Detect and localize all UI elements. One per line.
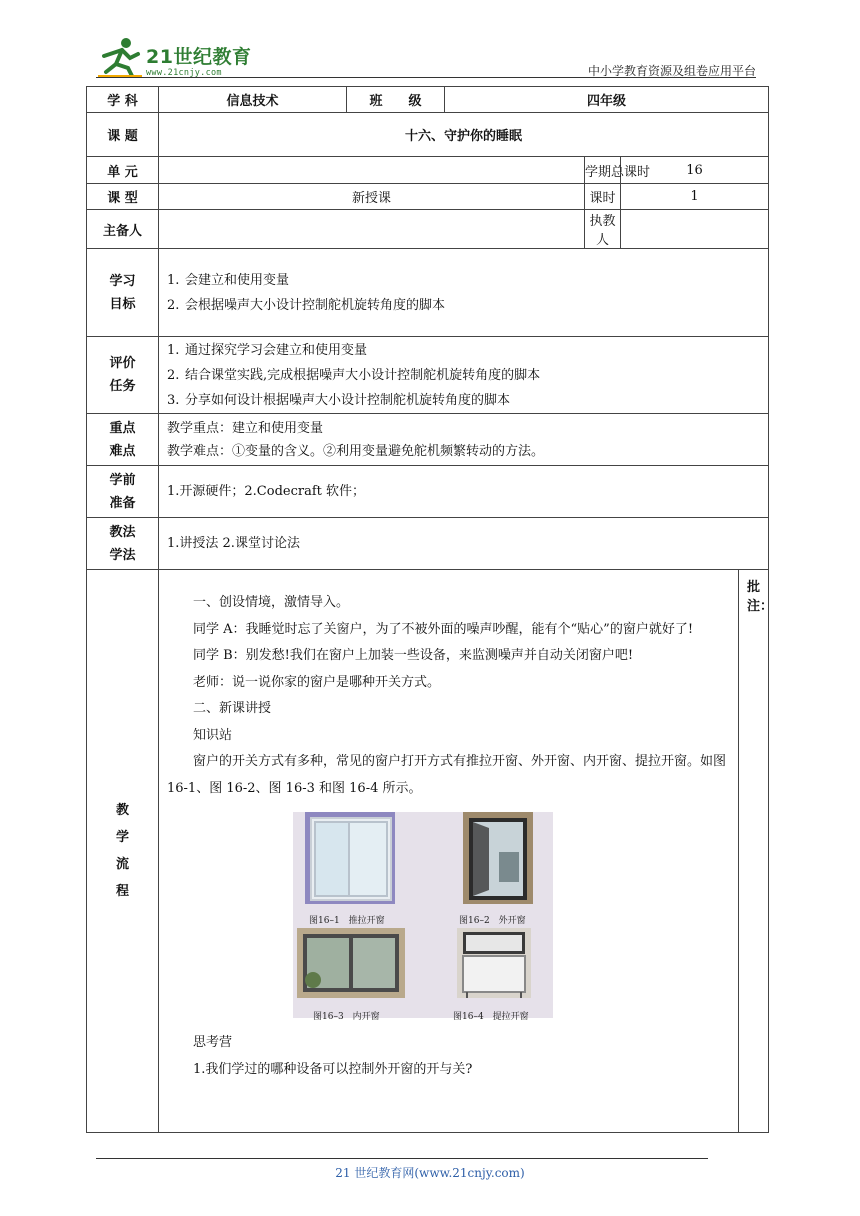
teacher-label: 执教人 xyxy=(585,210,621,249)
hours-value: 1 xyxy=(621,184,769,210)
process-label-char: 教 xyxy=(115,803,129,818)
evaluation-label-line-1: 评价 xyxy=(109,356,136,371)
header-divider xyxy=(96,77,756,78)
figure-caption: 图16–2 外开窗 xyxy=(459,916,526,926)
paragraph: 知识站 xyxy=(193,727,233,743)
paragraph: 一、创设情境，激情导入。 xyxy=(193,595,350,610)
preparation-row xyxy=(87,466,769,518)
paragraph: 1.我们学过的哪种设备可以控制外开窗的开与关? xyxy=(193,1061,473,1077)
process-label-char: 流 xyxy=(115,857,129,872)
key-points-label xyxy=(87,414,159,466)
class-label: 班 级 xyxy=(347,87,445,113)
process-content xyxy=(159,570,739,1133)
methods-content: 1.讲授法 2.课堂讨论法 xyxy=(159,518,769,570)
paragraph: 思考营 xyxy=(193,1035,233,1050)
preparer-row xyxy=(87,210,769,249)
list-item: 2. 结合课堂实践,完成根据噪声大小设计控制舵机旋转角度的脚本 xyxy=(167,367,541,383)
type-value: 新授课 xyxy=(159,184,585,210)
paragraph: 同学 B：别发愁!我们在窗户上加装一些设备，来监测噪声并自动关闭窗户吧! xyxy=(193,648,634,663)
process-label-char: 程 xyxy=(115,884,129,899)
casement-window-photo xyxy=(463,812,533,904)
list-item: 2. 会根据噪声大小设计控制舵机旋转角度的脚本 xyxy=(167,297,446,313)
key-points-row xyxy=(87,414,769,466)
unit-value xyxy=(159,157,585,184)
type-label: 课 型 xyxy=(87,184,159,210)
methods-label-line-2: 学法 xyxy=(109,547,136,563)
key-points-label-line-2: 难点 xyxy=(109,443,136,459)
key-points-content xyxy=(159,414,769,466)
methods-row xyxy=(87,518,769,570)
platform-name: 中小学教育资源及组卷应用平台 xyxy=(587,64,756,78)
objectives-label-line-1: 学习 xyxy=(109,273,136,289)
topic-row xyxy=(87,113,769,157)
site-logo[interactable] xyxy=(96,36,266,78)
logo-url: www.21cnjy.com xyxy=(146,68,222,78)
annotation-label: 批 注： xyxy=(747,580,774,614)
inward-window-photo xyxy=(297,928,405,998)
subject-row xyxy=(87,87,769,113)
unit-label: 单 元 xyxy=(87,157,159,184)
list-item: 1. 会建立和使用变量 xyxy=(167,272,290,288)
type-row xyxy=(87,184,769,210)
logo-text: 21世纪教育 xyxy=(146,46,252,68)
key-point-line: 教学重点：建立和使用变量 xyxy=(167,420,324,436)
objectives-row xyxy=(87,249,769,337)
teacher-value xyxy=(621,210,769,249)
evaluation-label xyxy=(87,337,159,414)
evaluation-label-line-2: 任务 xyxy=(109,379,136,394)
window-types-figure xyxy=(293,812,553,1022)
list-item: 1. 通过探究学习会建立和使用变量 xyxy=(167,342,368,358)
evaluation-list xyxy=(159,337,769,414)
subject-label: 学 科 xyxy=(87,87,159,113)
evaluation-row xyxy=(87,337,769,414)
objectives-label xyxy=(87,249,159,337)
total-hours-value: 16 xyxy=(621,157,769,184)
figure-caption: 图16–4 提拉开窗 xyxy=(453,1012,529,1022)
paragraph: 二、新课讲授 xyxy=(193,701,272,716)
preparation-label-line-2: 准备 xyxy=(109,495,136,511)
preparation-label xyxy=(87,466,159,518)
difficulty-line: 教学难点：①变量的含义。②利用变量避免舵机频繁转动的方法。 xyxy=(167,443,545,459)
page-footer[interactable]: 21 世纪教育网(www.21cnjy.com) xyxy=(335,1166,525,1180)
paragraph: 同学 A：我睡觉时忘了关窗户，为了不被外面的噪声吵醒，能有个“贴心”的窗户就好了! xyxy=(193,621,694,637)
methods-label xyxy=(87,518,159,570)
lifting-window-photo xyxy=(457,928,531,998)
paragraph: 窗户的开关方式有多种，常见的窗户打开方式有推拉开窗、外开窗、内开窗、提拉开窗。如图 16-1、图 16-2、图 16-3 和图 16-4 所示。 xyxy=(167,754,727,796)
process-label-char: 学 xyxy=(115,830,129,845)
runner-logo-icon xyxy=(96,36,144,78)
figure-caption: 图16–3 内开窗 xyxy=(313,1012,380,1022)
annotation-column xyxy=(739,570,774,1133)
lesson-plan-table xyxy=(86,86,774,1133)
preparer-value xyxy=(159,210,585,249)
unit-row xyxy=(87,157,769,184)
page-header xyxy=(96,30,756,78)
paragraph: 老师：说一说你家的窗户是哪种开关方式。 xyxy=(193,674,441,690)
preparer-label: 主备人 xyxy=(87,210,159,249)
class-value: 四年级 xyxy=(445,87,769,113)
topic-value: 十六、守护你的睡眠 xyxy=(159,113,769,157)
total-hours-label: 学期总课时 xyxy=(585,157,621,184)
objectives-list xyxy=(159,249,769,337)
subject-value: 信息技术 xyxy=(159,87,347,113)
sliding-window-photo xyxy=(305,812,395,904)
objectives-label-line-2: 目标 xyxy=(109,296,136,312)
key-points-label-line-1: 重点 xyxy=(109,420,136,436)
process-label xyxy=(87,570,159,1133)
methods-label-line-1: 教法 xyxy=(109,524,136,540)
hours-label: 课时 xyxy=(585,184,621,210)
preparation-label-line-1: 学前 xyxy=(109,472,136,488)
topic-label: 课 题 xyxy=(87,113,159,157)
process-row xyxy=(87,570,769,1133)
list-item: 3. 分享如何设计根据噪声大小设计控制舵机旋转角度的脚本 xyxy=(167,392,511,408)
footer-divider xyxy=(96,1158,708,1159)
figure-caption: 图16–1 推拉开窗 xyxy=(309,916,385,926)
preparation-content: 1.开源硬件；2.Codecraft 软件； xyxy=(159,466,769,518)
